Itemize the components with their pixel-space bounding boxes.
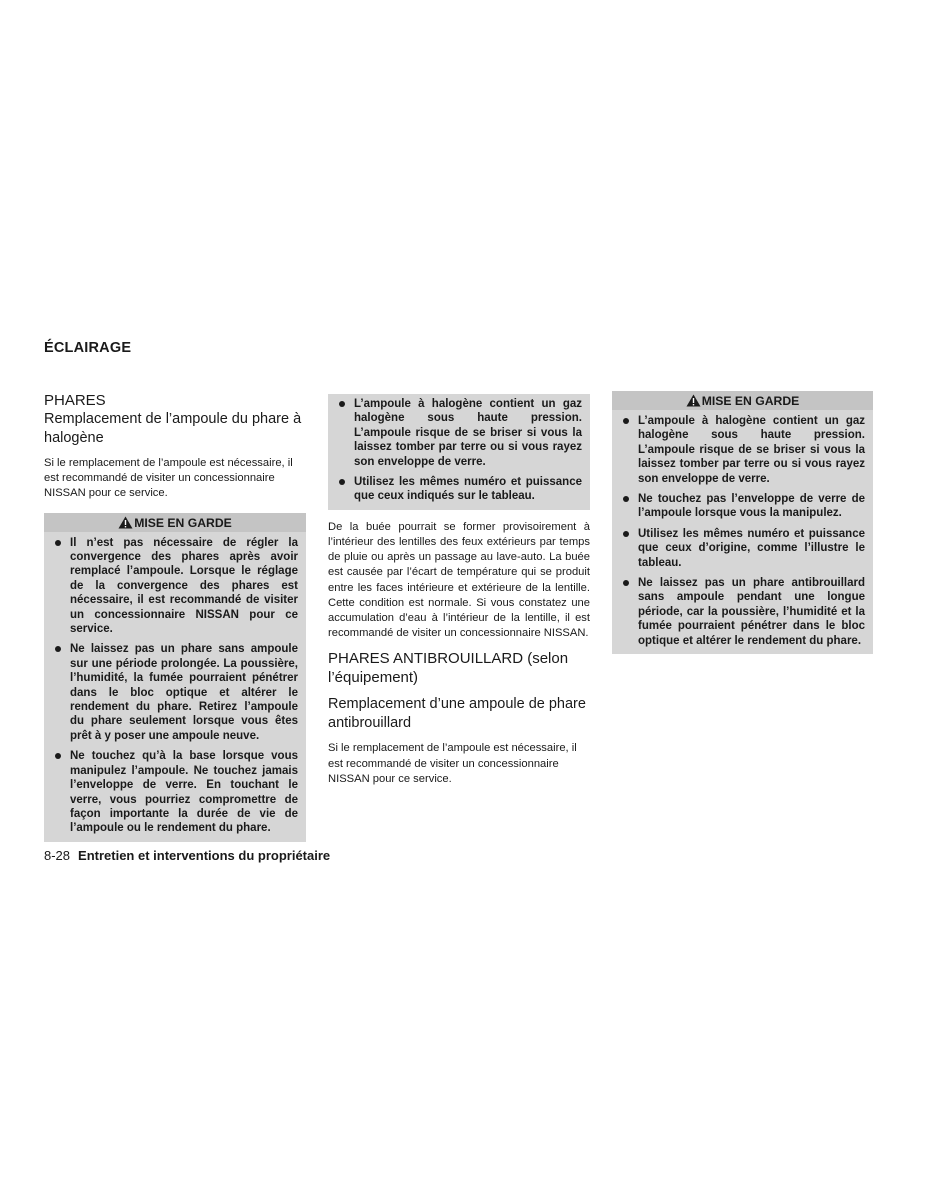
- subheading-halogen: Remplacement de l’ampoule du phare à halogène: [44, 411, 302, 446]
- warning-list: [620, 414, 865, 648]
- warning-title: [44, 513, 306, 532]
- heading-phares: PHARES: [44, 392, 106, 409]
- warning-box: [44, 513, 306, 842]
- warning-list: [336, 397, 582, 504]
- warning-item: Ne touchez pas l’enveloppe de verre de l’ampoule lorsque vous la manipulez.: [620, 492, 865, 521]
- warning-triangle-icon: [686, 394, 701, 407]
- bullet-icon: [623, 580, 629, 586]
- warning-item: Ne laissez pas un phare sans ampoule sur une période prolongée. La poussière, l’humidité, la fumée pourraient pénétrer dans le bloc optique et altérer le rendement du phare. Retirez l’ampoule du phare seulement lorsque vous êtes prêt à y poser une ampoule neuve.: [52, 642, 298, 743]
- bullet-icon: [55, 540, 61, 546]
- warning-title: [612, 391, 873, 410]
- warning-item: Il n’est pas nécessaire de régler la convergence des phares après avoir remplacé l’ampoule. Lorsque le réglage de la convergence des phares est nécessaire, il est recommandé de visiter un concessionnaire NISSAN pour ce service.: [52, 536, 298, 637]
- warning-item: Ne laissez pas un phare antibrouillard sans ampoule pendant une longue période, car la poussière, l’humidité et la fumée pourraient pénétrer dans le bloc optique et altérer le rendement du phare.: [620, 576, 865, 648]
- warning-item: Utilisez les mêmes numéro et puissance que ceux indiqués sur le tableau.: [336, 475, 582, 504]
- footer-title: Entretien et interventions du propriétaire: [78, 848, 331, 863]
- bullet-icon: [623, 531, 629, 537]
- fog-condensation-text: De la buée pourrait se former provisoirement à l’intérieur des lentilles des feux extérieurs par temps de pluie ou après un passage au lave-auto. La buée est causée par l’écart de température qui se produit entre les faces intérieure et extérieure de la lentille. Cette condition est normale. Si vous constatez une accumulation d’eau à l’intérieur de la lentille, il est recommandé de visiter un concessionnaire NISSAN.: [328, 520, 590, 640]
- column-1: [44, 391, 306, 842]
- warning-list: [52, 536, 298, 836]
- bullet-icon: [55, 753, 61, 759]
- column-2: [328, 394, 590, 787]
- heading-phares-antibrouillard: PHARES ANTIBROUILLARD (selon l’équipement): [328, 650, 569, 687]
- warning-item: L’ampoule à halogène contient un gaz halogène sous haute pression. L’ampoule risque de se briser si vous la laissez tomber par terre ou si vous rayez son enveloppe de verre.: [620, 414, 865, 486]
- bullet-icon: [339, 479, 345, 485]
- bullet-icon: [55, 646, 61, 652]
- bullet-icon: [623, 496, 629, 502]
- intro-text: Si le remplacement de l’ampoule est nécessaire, il est recommandé de visiter un concessionnaire NISSAN pour ce service.: [328, 742, 577, 785]
- page-number: 8-28: [44, 848, 71, 863]
- warning-box: [612, 391, 873, 654]
- page-footer: [44, 847, 330, 865]
- warning-item: Utilisez les mêmes numéro et puissance que ceux d’origine, comme l’illustre le tableau.: [620, 527, 865, 570]
- bullet-icon: [339, 401, 345, 407]
- intro-text: Si le remplacement de l’ampoule est nécessaire, il est recommandé de visiter un concessionnaire NISSAN pour ce service.: [44, 457, 293, 500]
- warning-triangle-icon: [118, 516, 133, 529]
- section-title: ÉCLAIRAGE: [44, 340, 132, 356]
- column-3: [612, 391, 873, 654]
- warning-box-continued: [328, 394, 590, 510]
- warning-item: L’ampoule à halogène contient un gaz halogène sous haute pression. L’ampoule risque de se briser si vous la laissez tomber par terre ou si vous rayez son enveloppe de verre.: [336, 397, 582, 469]
- subheading-fog-bulb: Remplacement d’une ampoule de phare antibrouillard: [328, 696, 586, 731]
- warning-item: Ne touchez qu’à la base lorsque vous manipulez l’ampoule. Ne touchez jamais l’enveloppe de verre. En touchant le verre, vous pourriez compromettre de façon importante la durée de vie de l’ampoule ou le rendement du phare.: [52, 749, 298, 835]
- warning-title-label: MISE EN GARDE: [134, 515, 232, 530]
- bullet-icon: [623, 418, 629, 424]
- warning-title-label: MISE EN GARDE: [701, 394, 800, 408]
